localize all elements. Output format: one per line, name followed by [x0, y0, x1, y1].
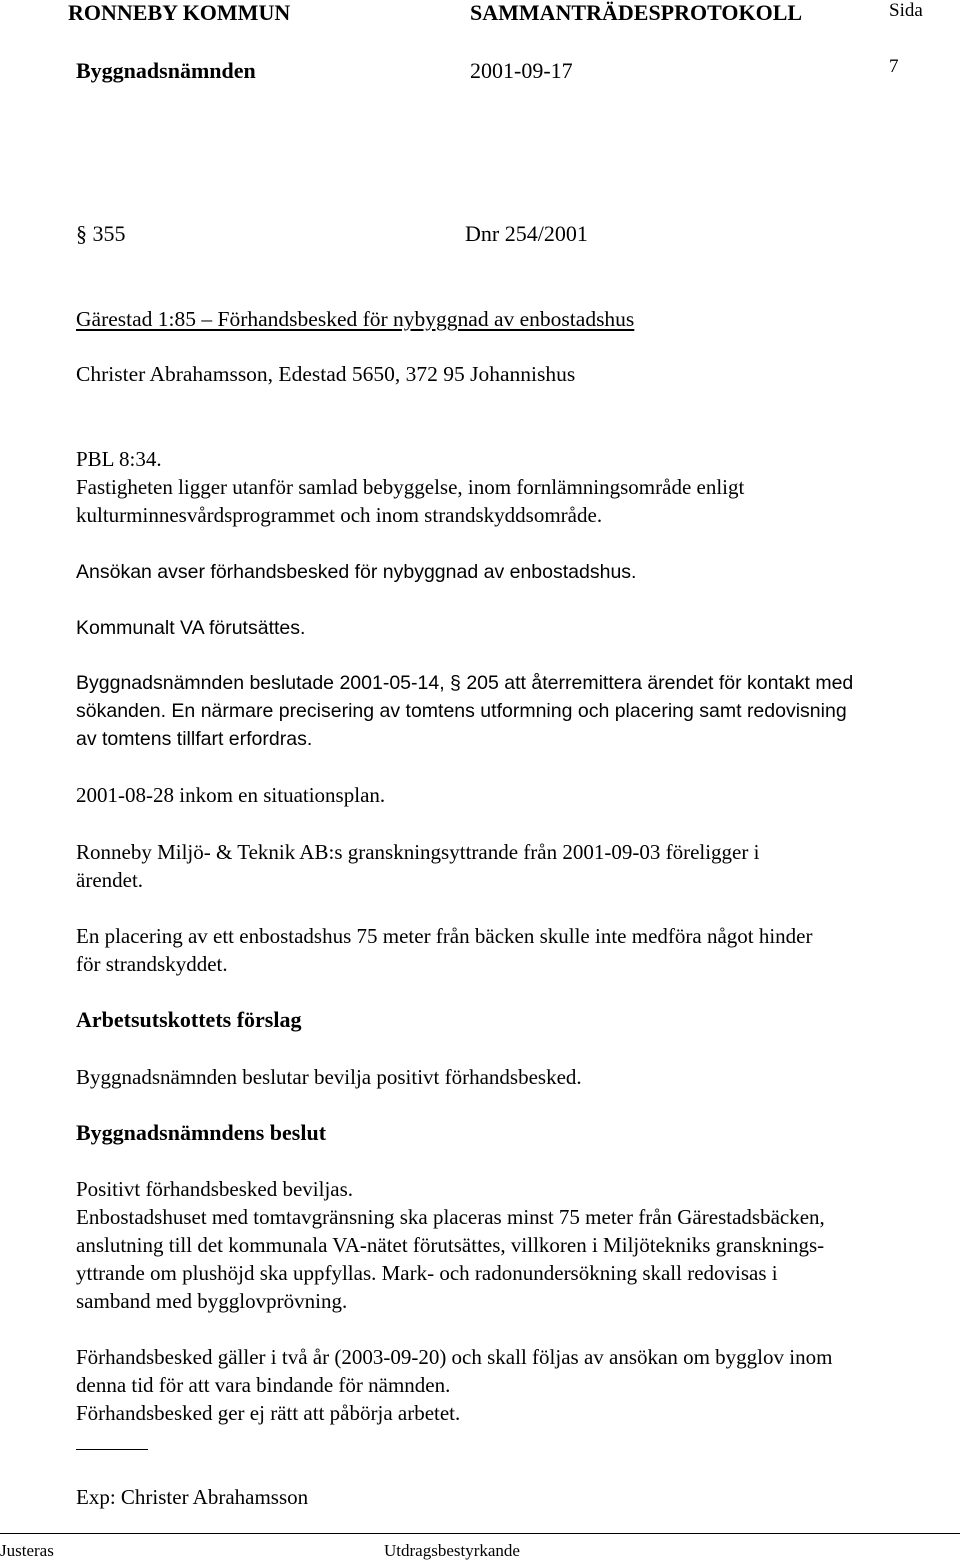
proposal-heading: Arbetsutskottets förslag	[76, 1007, 302, 1032]
diary-number: Dnr 254/2001	[465, 221, 588, 246]
site-plan-received: 2001-08-28 inkom en situationsplan.	[76, 783, 386, 807]
applicant: Christer Abrahamsson, Edestad 5650, 372 95 Johannishus	[76, 362, 576, 386]
decision-heading: Byggnadsnämndens beslut	[76, 1120, 327, 1145]
decision-line-6: Förhandsbesked gäller i två år (2003-09-20) och skall följas av ansökan om bygglov inom	[76, 1345, 833, 1369]
review-statement-line-1: Ronneby Miljö- & Teknik AB:s granskningsyttrande från 2001-09-03 föreligger i	[76, 840, 760, 864]
distribution: Exp: Christer Abrahamsson	[76, 1485, 309, 1509]
decision-line-4: yttrande om plushöjd ska uppfyllas. Mark- och radonundersökning skall redovisas i	[76, 1261, 778, 1285]
meeting-date: 2001-09-17	[470, 58, 573, 83]
previous-decision-line-3: av tomtens tillfart erfordras.	[76, 728, 313, 750]
application-text: Ansökan avser förhandsbesked för nybyggnad av enbostadshus.	[76, 561, 637, 583]
section-symbol: §	[450, 672, 461, 694]
property-text-line-1: Fastigheten ligger utanför samlad bebyggelse, inom fornlämningsområde enligt	[76, 475, 745, 499]
committee-name: Byggnadsnämnden	[76, 58, 256, 83]
document-type: SAMMANTRÄDESPROTOKOLL	[470, 0, 803, 25]
water-sewer-text: Kommunalt VA förutsättes.	[76, 617, 306, 639]
decision-line-1: Positivt förhandsbesked beviljas.	[76, 1177, 354, 1201]
shore-protection-line-1: En placering av ett enbostadshus 75 meter från bäcken skulle inte medföra något hinder	[76, 924, 813, 948]
municipality-name: RONNEBY KOMMUN	[68, 0, 291, 25]
decision-line-7: denna tid för att vara bindande för nämnden.	[76, 1373, 451, 1397]
page-number: 7	[889, 56, 899, 77]
shore-protection-line-2: för strandskyddet.	[76, 952, 228, 976]
property-text-line-2: kulturminnesvårdsprogrammet och inom strandskyddsområde.	[76, 503, 603, 527]
previous-decision-line-1: Byggnadsnämnden beslutade 2001-05-14, § 205 att återremittera ärendet för kontakt med	[76, 672, 854, 694]
footer-approved: Justeras	[0, 1541, 54, 1560]
page-label: Sida	[889, 0, 923, 21]
footer-certified: Utdragsbestyrkande	[384, 1541, 520, 1560]
pbl-reference: PBL 8:34.	[76, 447, 162, 471]
decision-line-2: Enbostadshuset med tomtavgränsning ska placeras minst 75 meter från Gärestadsbäcken,	[76, 1205, 825, 1229]
item-number: § 355	[76, 221, 126, 246]
review-statement-line-2: ärendet.	[76, 868, 144, 892]
proposal-text: Byggnadsnämnden beslutar bevilja positivt förhandsbesked.	[76, 1065, 582, 1089]
previous-decision-line-2: sökanden. En närmare precisering av tomtens utformning och placering samt redovisning	[76, 700, 847, 722]
decision-line-5: samband med bygglovprövning.	[76, 1289, 348, 1313]
separator-line	[76, 1449, 148, 1450]
section-symbol: §	[76, 221, 87, 246]
footer-rule	[0, 1533, 960, 1534]
decision-line-3: anslutning till det kommunala VA-nätet förutsättes, villkoren i Miljötekniks gransknings-	[76, 1233, 825, 1257]
decision-line-8: Förhandsbesked ger ej rätt att påbörja arbetet.	[76, 1401, 461, 1425]
item-title: Gärestad 1:85 – Förhandsbesked för nybyggnad av enbostadshus	[76, 307, 635, 331]
